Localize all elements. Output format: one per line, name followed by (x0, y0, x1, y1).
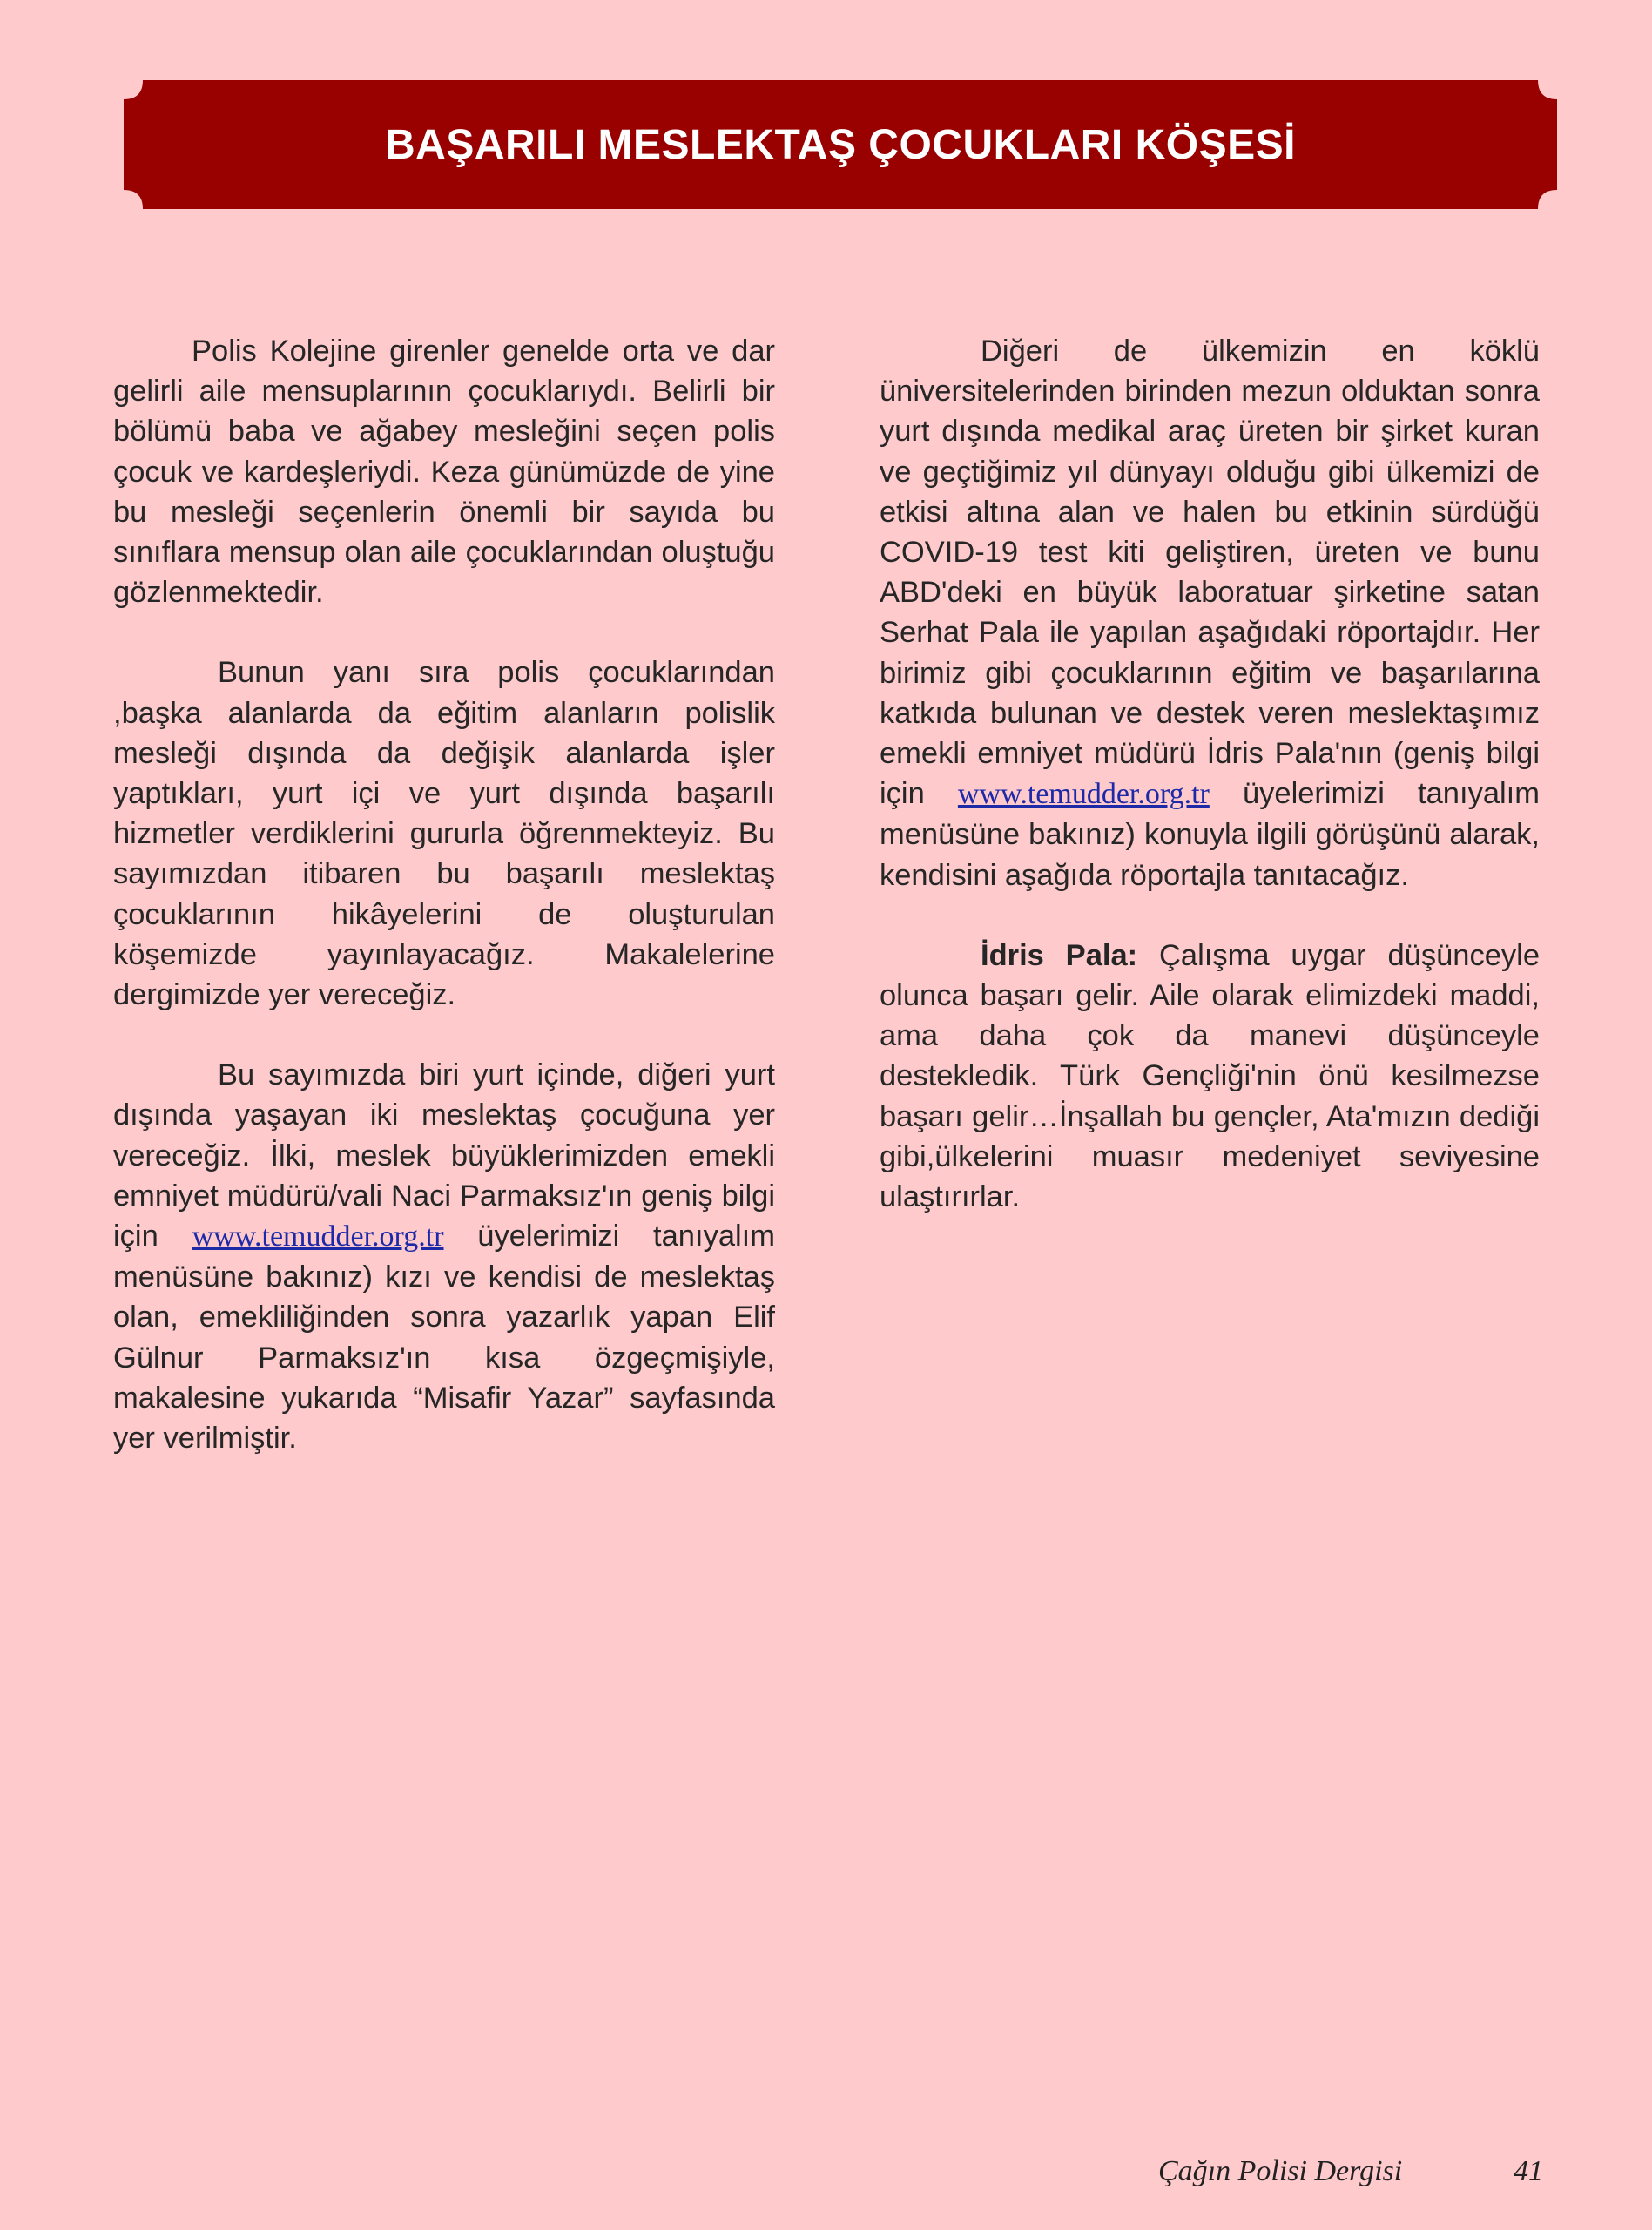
left-paragraph-3-text-cont: üyelerimizi tanıyalım menüsüne bakınız) kızı ve kendisi de meslektaş olan, emekliliğinden sonra yazarlık yapan Elif Gülnur Parmaksız'ın kısa özgeçmişiyle, makalesine yukarıda “Misafir Yazar” sayfasında yer verilmiştir. (113, 1220, 776, 1456)
left-column (113, 331, 775, 1498)
left-paragraph-2-text: Bunun yanı sıra polis çocuklarından ,başka alanlarda da eğitim alanların polislik mesleği dışında da değişik alanlarda işler yaptıkları, yurt içi ve yurt dışında başarılı hizmetler verdiklerini gururla öğrenmekteyiz. Bu sayımızdan itibaren bu başarılı meslektaş çocuklarının hikâyelerini de oluşturulan köşemizde yayınlayacağız. Makalelerine dergimizde yer vereceğiz. (113, 656, 775, 1012)
page-footer (1045, 2155, 1550, 2199)
page-title: BAŞARILI MESLEKTAŞ ÇOCUKLARI KÖŞESİ (385, 121, 1296, 168)
page-number: 41 (1514, 2155, 1543, 2187)
left-paragraph-1 (113, 331, 775, 612)
temudder-link[interactable]: www.temudder.org.tr (192, 1220, 444, 1254)
left-paragraph-3-text: Bu sayımızda biri yurt içinde, diğeri yurt dışında yaşayan iki meslektaş çocuğuna yer vereceğiz. İlki, meslek büyüklerimizden emekli emniyet müdürü/vali Naci Parmaksız'ın geniş bilgi için (113, 1058, 775, 1254)
interview-speaker: İdris Pala: (981, 938, 1138, 972)
left-paragraph-1-text: Polis Kolejine girenler genelde orta ve dar gelirli aile mensuplarının çocuklarıydı. Belirli bir bölümü baba ve ağabey mesleğini seçen polis çocuk ve kardeşleriydi. Keza günümüzde de yine bu mesleği seçenlerin önemli bir sayıda bu sınıflara mensup olan aile çocuklarından oluştuğu gözlenmektedir. (113, 334, 775, 610)
right-paragraph-1-text: Diğeri de ülkemizin en köklü üniversitelerinden birinden mezun olduktan sonra yurt dışında medikal araç üreten bir şirket kuran ve geçtiğimiz yıl dünyayı olduğu gibi ülkemizi de etkisi altına alan ve halen bu etkinin sürdüğü COVID-19 test kiti geliştiren, üreten ve bunu ABD'deki en büyük laboratuar şirketine satan Serhat Pala ile yapılan aşağıdaki röportajdır. Her birimiz gibi çocuklarının eğitim ve başarılarına katkıda bulunan ve destek veren meslektaşımız emekli emniyet müdürü İdris Pala'nın (geniş bilgi için (880, 334, 1540, 811)
publication-name: Çağın Polisi Dergisi (1158, 2155, 1403, 2187)
right-paragraph-2 (880, 936, 1540, 1217)
left-paragraph-3 (113, 1055, 775, 1458)
right-column (880, 331, 1540, 1257)
right-paragraph-1 (880, 331, 1540, 895)
right-paragraph-2-text: Çalışma uygar düşünceyle olunca başarı gelir. Aile olarak elimizdeki maddi, ama daha çok da manevi düşünceyle destekledik. Türk Gençliği'nin önü kesilmezse başarı gelir…İnşallah bu gençler, Ata'mızın dediği gibi,ülkelerini muasır medeniyet seviyesine ulaştırırlar. (880, 938, 1541, 1214)
title-banner (124, 80, 1557, 209)
temudder-link-2[interactable]: www.temudder.org.tr (957, 778, 1210, 811)
left-paragraph-2 (113, 652, 775, 1015)
right-paragraph-1-text-cont: üyelerimizi tanıyalım menüsüne bakınız) konuyla ilgili görüşünü alarak, kendisini aşağıda röportajla tanıtacağız. (880, 777, 1540, 892)
